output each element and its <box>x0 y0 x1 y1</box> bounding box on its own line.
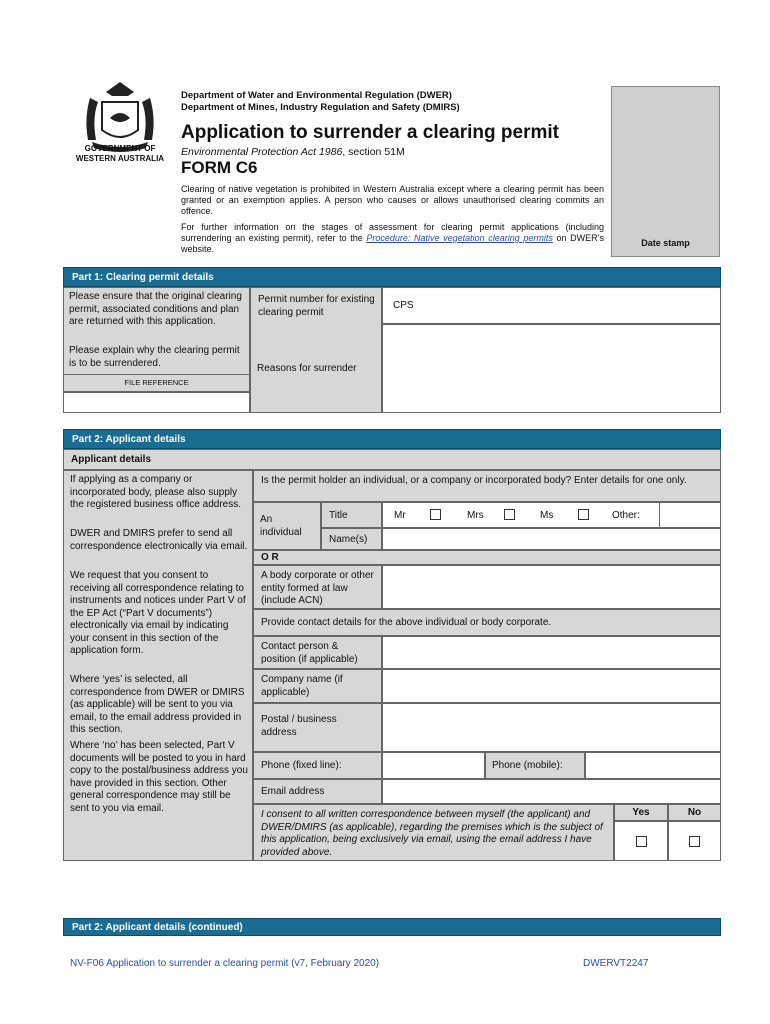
intro-further-info <box>181 222 604 255</box>
other-label: Other: <box>612 510 640 521</box>
intro-paragraph: Clearing of native vegetation is prohibited in Western Australia except where a clearing permit has been granted or an exemption applies. A person who causes or allows unauthorised clearing commits an offence. <box>181 184 604 216</box>
department-dwer: Department of Water and Environmental Regulation (DWER) <box>181 90 452 101</box>
phone-mobile-input[interactable] <box>585 752 721 779</box>
consent-no-checkbox[interactable] <box>689 836 700 847</box>
ms-checkbox[interactable] <box>578 509 589 520</box>
part2-continued-heading: Part 2: Applicant details (continued) <box>63 918 721 936</box>
procedure-link[interactable]: Procedure: Native vegetation clearing permits <box>366 233 553 243</box>
contact-person-label: Contact person & position (if applicable) <box>253 636 382 669</box>
gov-line-1: GOVERNMENT OF <box>84 144 156 153</box>
email-input[interactable] <box>382 779 721 804</box>
gov-line-2: WESTERN AUSTRALIA <box>75 154 165 163</box>
footer-form-reference: NV-F06 Application to surrender a clearing permit (v7, February 2020) <box>70 958 380 969</box>
names-label: Name(s) <box>321 528 382 550</box>
permit-number-value: CPS <box>393 300 414 311</box>
consent-yes-label: Yes <box>614 804 668 821</box>
footer-document-code: DWERVT2247 <box>583 958 649 969</box>
permit-number-field[interactable] <box>382 287 721 324</box>
postal-address-label: Postal / business address <box>253 703 382 752</box>
act-name: Environmental Protection Act 1986 <box>181 146 343 158</box>
mr-checkbox[interactable] <box>430 509 441 520</box>
note-consent-request: We request that you consent to receiving all correspondence relating to instruments and notices under Part V of the EP Act (“Part V documents”) electronically via email by indicating your consent in this section of the application form. <box>70 570 246 656</box>
email-label: Email address <box>253 779 382 804</box>
page-title: Application to surrender a clearing permit <box>181 122 559 143</box>
date-stamp-box <box>611 86 720 257</box>
reasons-label: Reasons for surrender <box>257 363 357 374</box>
applicant-type-question: Is the permit holder an individual, or a company or incorporated body? Enter details for one only. <box>253 470 721 502</box>
body-corporate-label: A body corporate or other entity formed at law (include ACN) <box>253 565 382 609</box>
contact-details-heading: Provide contact details for the above individual or body corporate. <box>253 609 721 636</box>
part1-heading: Part 1: Clearing permit details <box>63 267 721 287</box>
phone-fixed-input[interactable] <box>382 752 485 779</box>
act-reference <box>181 146 405 158</box>
part2-heading: Part 2: Applicant details <box>63 429 721 449</box>
body-corporate-input[interactable] <box>382 565 721 609</box>
part1-note-return: Please ensure that the original clearing permit, associated conditions and plan are returned with this application. <box>69 291 242 327</box>
company-name-label: Company name (if applicable) <box>253 669 382 703</box>
note-no-selected: Where ‘no’ has been selected, Part V documents will be posted to you in hard copy to the postal/business address you have provided in this section. Other general correspondence may still be sent to you via email. <box>70 740 248 814</box>
intro2-text-a: For further information on the stages of assessment for clearing permit applications (including surrendering an existing permit), refer to the <box>181 222 604 243</box>
department-dmirs: Department of Mines, Industry Regulation and Safety (DMIRS) <box>181 102 460 113</box>
file-reference-input[interactable] <box>63 392 250 413</box>
ms-label: Ms <box>540 510 554 521</box>
consent-no-label: No <box>668 804 721 821</box>
note-registered-office: If applying as a company or incorporated body, please also supply the registered business office address. <box>70 474 242 510</box>
or-divider: O R <box>253 550 721 565</box>
note-yes-selected: Where ‘yes’ is selected, all correspondence from DWER or DMIRS (as applicable) will be sent to you via email, to the email address provided in this section. <box>70 674 245 735</box>
phone-fixed-label: Phone (fixed line): <box>253 752 382 779</box>
file-reference-label: FILE REFERENCE <box>63 374 250 392</box>
mr-label: Mr <box>394 510 406 521</box>
mrs-checkbox[interactable] <box>504 509 515 520</box>
postal-address-input[interactable] <box>382 703 721 752</box>
email-consent-statement: I consent to all written correspondence between myself (the applicant) and DWER/DMIRS (as applicable), regarding the premises which is the subject of this application, being exclusively via email, using the email address I have provided above. <box>253 804 614 861</box>
part1-note-explain: Please explain why the clearing permit is to be surrendered. <box>69 345 240 369</box>
mrs-label: Mrs <box>467 510 484 521</box>
reasons-textarea[interactable] <box>382 324 721 413</box>
permit-number-label: Permit number for existing clearing permit <box>258 294 375 318</box>
other-title-input[interactable] <box>659 502 721 528</box>
contact-person-input[interactable] <box>382 636 721 669</box>
department-names <box>181 90 460 114</box>
form-number: FORM C6 <box>181 158 258 177</box>
phone-mobile-label: Phone (mobile): <box>485 752 585 779</box>
names-input[interactable] <box>382 528 721 550</box>
act-section: , section 51M <box>342 146 405 158</box>
intro2-text-b: on DWER’s website. <box>181 233 604 254</box>
company-name-input[interactable] <box>382 669 721 703</box>
applicant-details-subheading: Applicant details <box>63 449 721 470</box>
title-label: Title <box>321 502 382 528</box>
consent-yes-checkbox[interactable] <box>636 836 647 847</box>
government-label <box>68 144 172 164</box>
note-email-preference: DWER and DMIRS prefer to send all correspondence electronically via email. <box>70 528 248 552</box>
individual-label: An individual <box>260 514 302 538</box>
date-stamp-label: Date stamp <box>641 238 690 248</box>
